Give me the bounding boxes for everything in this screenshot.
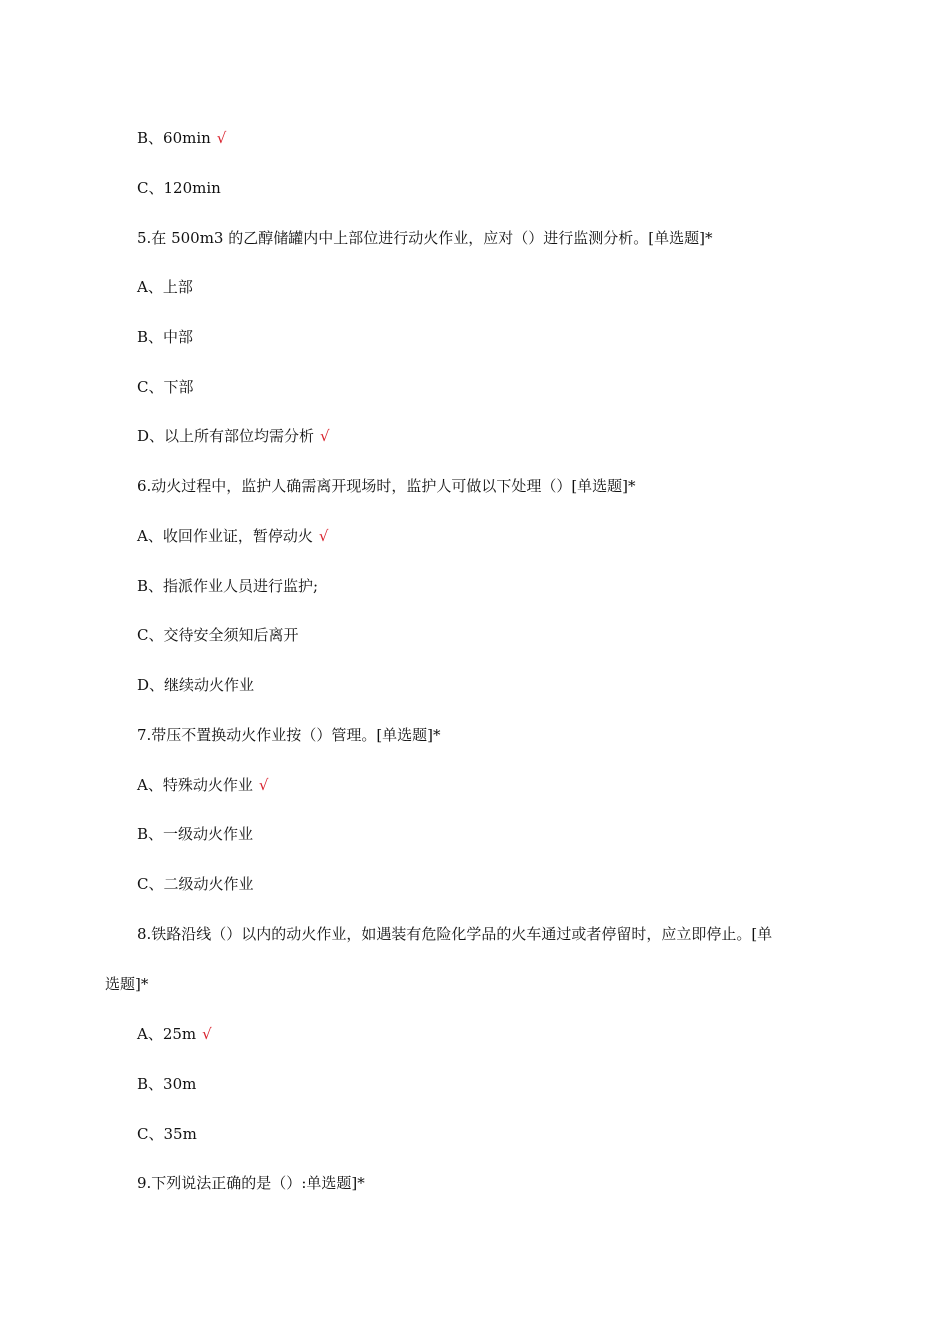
correct-check-icon: √ (318, 527, 329, 545)
option-5c (137, 377, 193, 397)
option-text: A、特殊动火作业 (137, 776, 253, 794)
option-6a (137, 526, 328, 546)
option-4c (137, 178, 221, 198)
option-6b (137, 576, 318, 596)
correct-check-icon: √ (258, 776, 269, 794)
option-7b (137, 824, 253, 844)
question-6 (137, 476, 636, 496)
option-text: A、25m (137, 1025, 197, 1043)
correct-check-icon: √ (216, 129, 227, 147)
question-text: 6.动火过程中，监护人确需离开现场时，监护人可做以下处理（）[单选题]* (137, 477, 636, 495)
option-text: C、二级动火作业 (137, 875, 254, 893)
option-text: B、60min (137, 129, 211, 147)
option-8c (137, 1124, 197, 1144)
option-text: B、一级动火作业 (137, 825, 254, 843)
option-5b (137, 327, 193, 347)
option-text: C、35m (137, 1125, 197, 1143)
question-text: 5.在 500m3 的乙醇储罐内中上部位进行动火作业，应对（）进行监测分析。[单选题]* (137, 229, 713, 247)
question-text: 8.铁路沿线（）以内的动火作业，如遇装有危险化学品的火车通过或者停留时，应立即停止。[单 (137, 925, 773, 943)
option-text: C、120min (137, 179, 221, 197)
option-7a (137, 775, 268, 795)
correct-check-icon: √ (320, 427, 330, 445)
option-6c (137, 625, 298, 645)
question-5 (137, 228, 712, 248)
option-5a (137, 277, 193, 297)
option-5d (137, 426, 330, 446)
option-text: D、继续动火作业 (137, 676, 255, 694)
question-8 (137, 924, 772, 944)
option-4b (137, 128, 226, 148)
question-text: 9.下列说法正确的是（）:单选题]* (137, 1174, 365, 1192)
correct-check-icon: √ (202, 1025, 212, 1043)
question-text: 7.带压不置换动火作业按（）管理。[单选题]* (137, 726, 441, 744)
option-6d (137, 675, 254, 695)
question-9 (137, 1173, 365, 1193)
option-text: B、30m (137, 1075, 197, 1093)
option-8a (137, 1024, 212, 1044)
question-text: 选题]* (105, 975, 149, 993)
option-text: C、交待安全须知后离开 (137, 626, 299, 644)
option-text: A、上部 (137, 278, 193, 296)
option-text: B、中部 (137, 328, 194, 346)
option-text: C、下部 (137, 378, 194, 396)
option-text: A、收回作业证，暂停动火 (137, 527, 313, 545)
question-7 (137, 725, 441, 745)
option-7c (137, 874, 253, 894)
option-text: D、以上所有部位均需分析 (137, 427, 315, 445)
question-8-continued (105, 974, 148, 994)
option-text: B、指派作业人员进行监护; (137, 577, 319, 595)
option-8b (137, 1074, 196, 1094)
